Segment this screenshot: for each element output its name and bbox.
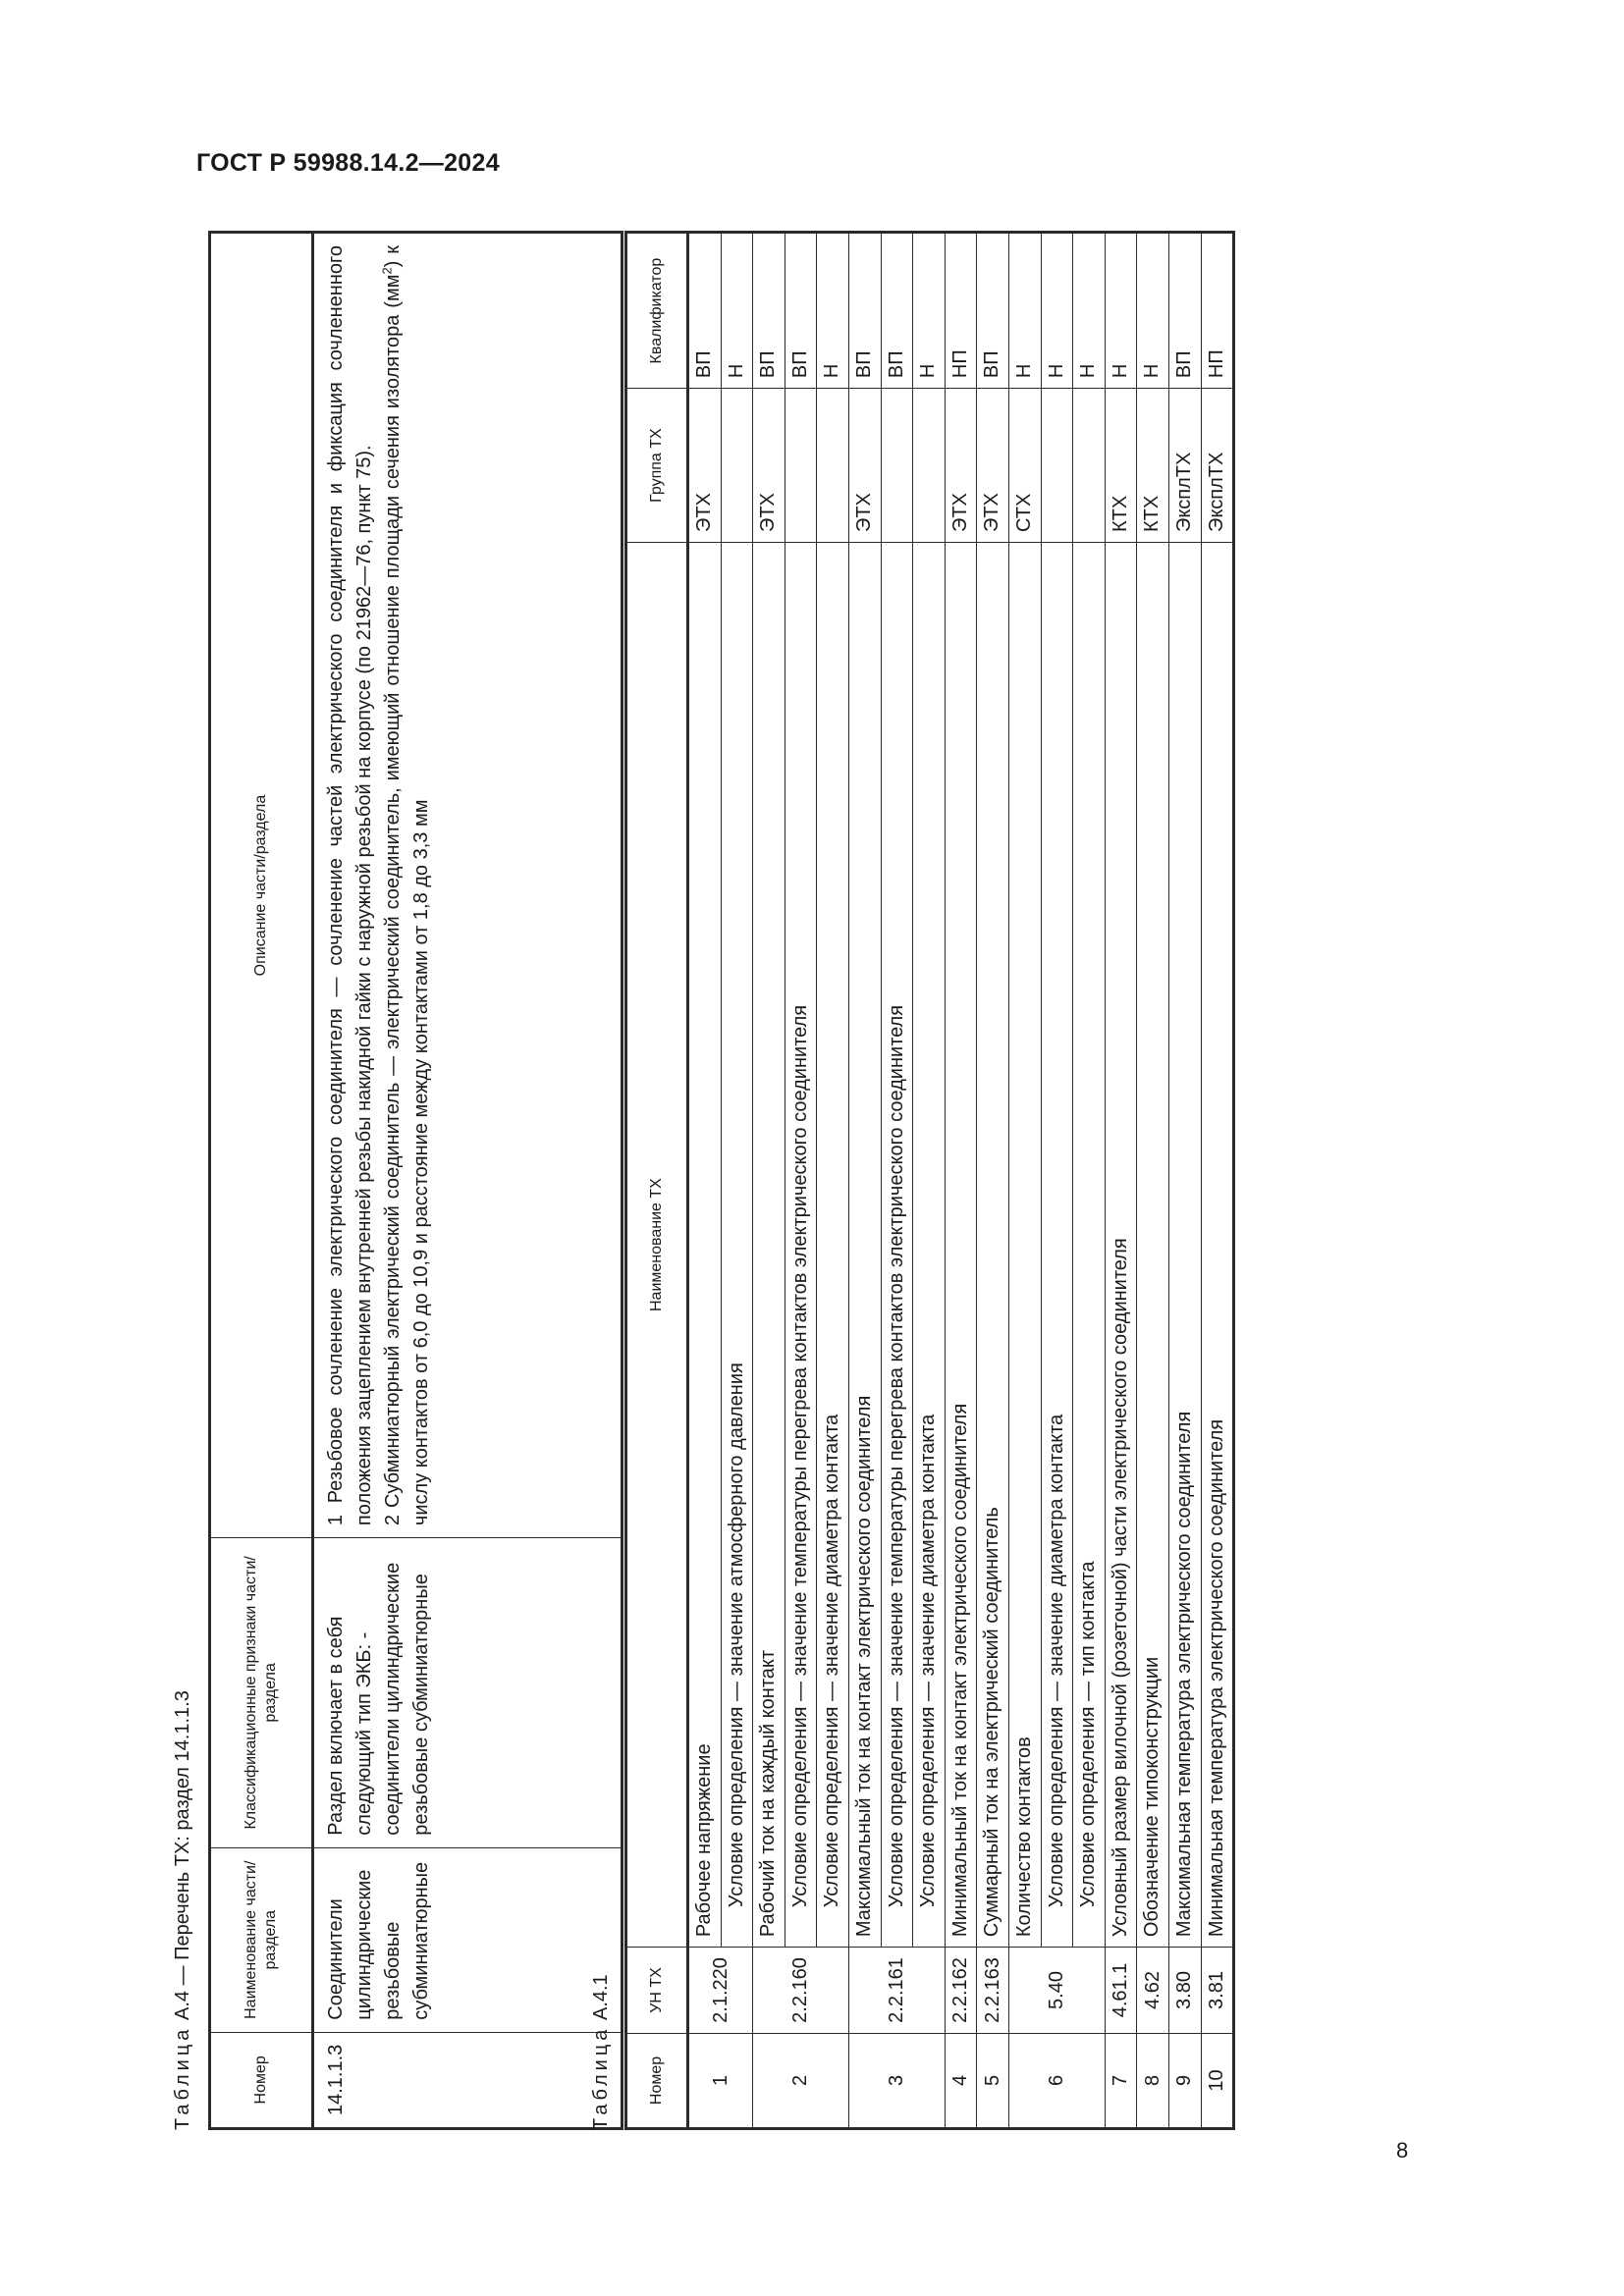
table-row [1201,233,1234,2129]
table-row [785,233,817,2129]
table-row [688,233,722,2129]
cell-description [313,233,623,1538]
caption-prefix: Таблица [590,2025,612,2130]
cell-name: Условие определения — значение диаметра контакта [817,543,849,1948]
cell-number: 8 [1137,2033,1169,2128]
cell-number: 6 [1008,2033,1105,2128]
cell-un-tx: 4.62 [1137,1948,1169,2034]
cell-name: Количество контактов [1008,543,1041,1948]
cell-group [785,389,817,543]
cell-part-name: Соединители цилиндрические резьбовые субминиатюрные [313,1847,623,2032]
cell-un-tx: 2.2.163 [977,1948,1009,2034]
cell-un-tx: 2.2.160 [753,1948,849,2034]
description-item-1: 1 Резьбовое сочленение электрического соединителя — сочленение частей электрического соединителя и фиксация сочлененного положения зацеплением внутренней резьбы накидной гайки с наружной резьбой на корпусе (по 21962—76, пункт 75). [325,245,375,1526]
cell-qualifier: Н [913,233,946,389]
cell-qualifier: ВП [753,233,785,389]
cell-qualifier: Н [1105,233,1137,389]
cell-name: Минимальный ток на контакт электрического соединителя [945,543,977,1948]
cell-name: Максимальная температура электрического соединителя [1168,543,1201,1948]
superscript: 2 [379,267,395,275]
table-row [721,233,753,2129]
cell-un-tx: 3.81 [1201,1948,1234,2034]
table-row [913,233,946,2129]
table-a44-caption [169,1690,197,2130]
header-part-name: Наименование части/раздела [210,1847,313,2032]
cell-group: КТХ [1137,389,1169,543]
cell-number: 10 [1201,2033,1234,2128]
cell-number: 9 [1168,2033,1201,2128]
cell-un-tx: 2.2.162 [945,1948,977,2034]
cell-group [1041,389,1073,543]
header-un-tx: УН ТХ [626,1948,688,2034]
cell-qualifier: Н [1008,233,1041,389]
cell-name: Условный размер вилочной (розеточной) части электрического соединителя [1105,543,1137,1948]
cell-name: Рабочее напряжение [688,543,722,1948]
cell-group: ЭТХ [848,389,881,543]
cell-un-tx: 4.61.1 [1105,1948,1137,2034]
cell-qualifier: НП [945,233,977,389]
cell-group [881,389,913,543]
header-number: Номер [210,2032,313,2128]
cell-number: 14.1.1.3 [313,2032,623,2128]
table-row [977,233,1009,2129]
cell-group: ЭТХ [977,389,1009,543]
table-row [945,233,977,2129]
cell-number: 1 [688,2033,753,2128]
header-name-tx: Наименование ТХ [626,543,688,1948]
cell-group: ЭксплТХ [1201,389,1234,543]
caption-prefix: Таблица [172,2025,193,2130]
caption-rest: А.4.1 [590,1974,612,2026]
cell-group: ЭТХ [753,389,785,543]
cell-name: Рабочий ток на каждый контакт [753,543,785,1948]
header-number: Номер [626,2033,688,2128]
table-row [1008,233,1041,2129]
cell-name: Максимальный ток на контакт электрического соединителя [848,543,881,1948]
cell-qualifier: НП [1201,233,1234,389]
cell-name: Условие определения — значение температуры перегрева контактов электрического соединителя [785,543,817,1948]
cell-name: Минимальная температура электрического соединителя [1201,543,1234,1948]
cell-un-tx: 5.40 [1008,1948,1105,2034]
cell-name: Условие определения — значение диаметра контакта [1041,543,1073,1948]
cell-group: ЭксплТХ [1168,389,1201,543]
cell-number: 4 [945,2033,977,2128]
table-row [1137,233,1169,2129]
cell-group [913,389,946,543]
cell-qualifier: ВП [881,233,913,389]
description-item-2-part-a: 2 Субминиатюрный электрический соединитель — электрический соединитель, имеющий отношение площади сечения изолятора (мм [382,274,404,1526]
cell-name: Условие определения — тип контакта [1073,543,1106,1948]
cell-group: КТХ [1105,389,1137,543]
cell-group [817,389,849,543]
cell-qualifier: ВП [848,233,881,389]
header-group-tx: Группа ТХ [626,389,688,543]
cell-class-features: Раздел включает в себя следующий тип ЭКБ: - соединители цилиндрические резьбовые субминиатюрные [313,1538,623,1848]
cell-un-tx: 2.1.220 [688,1948,753,2034]
rotated-content [157,167,1532,2163]
cell-un-tx: 2.2.161 [848,1948,945,2034]
table-row [1105,233,1137,2129]
cell-qualifier: Н [1137,233,1169,389]
table-row [881,233,913,2129]
cell-qualifier: Н [817,233,849,389]
header-qualifier: Квалификатор [626,233,688,389]
table-row [1168,233,1201,2129]
cell-name: Условие определения — значение диаметра контакта [913,543,946,1948]
cell-qualifier: ВП [688,233,722,389]
cell-group: СТХ [1008,389,1041,543]
cell-group: ЭТХ [688,389,722,543]
table-row [1041,233,1073,2129]
header-description: Описание части/раздела [210,233,313,1538]
cell-name: Условие определения — значение атмосферного давления [721,543,753,1948]
cell-number: 5 [977,2033,1009,2128]
page-number: 8 [1396,2138,1409,2163]
cell-un-tx: 3.80 [1168,1948,1201,2034]
cell-qualifier: Н [1073,233,1106,389]
cell-number: 2 [753,2033,849,2128]
header-class-features: Классификационные признаки части/раздела [210,1538,313,1848]
document-code: ГОСТ Р 59988.14.2—2024 [196,149,500,177]
cell-number: 3 [848,2033,945,2128]
cell-name: Обозначение типоконструкции [1137,543,1169,1948]
cell-number: 7 [1105,2033,1137,2128]
caption-rest: А.4 — Перечень ТХ: раздел 14.1.1.3 [172,1690,193,2026]
description-item-2-part-b: ) к числу контактов от 6,0 до 10,9 и расстояние между контактами от 1,8 до 3,3 мм [382,245,432,1526]
table-row [817,233,849,2129]
cell-group: ЭТХ [945,389,977,543]
table-row [1073,233,1106,2129]
cell-name: Условие определения — значение температуры перегрева контактов электрического соединителя [881,543,913,1948]
table-a41-caption [587,1974,616,2130]
cell-qualifier: Н [721,233,753,389]
cell-group [1073,389,1106,543]
description-item-2 [379,245,436,1525]
table-row [753,233,785,2129]
cell-qualifier: ВП [977,233,1009,389]
cell-qualifier: Н [1041,233,1073,389]
table-row [848,233,881,2129]
cell-qualifier: ВП [785,233,817,389]
cell-qualifier: ВП [1168,233,1201,389]
table-a44 [208,231,623,2130]
cell-group [721,389,753,543]
table-a41 [624,231,1235,2130]
cell-name: Суммарный ток на электрический соединитель [977,543,1009,1948]
